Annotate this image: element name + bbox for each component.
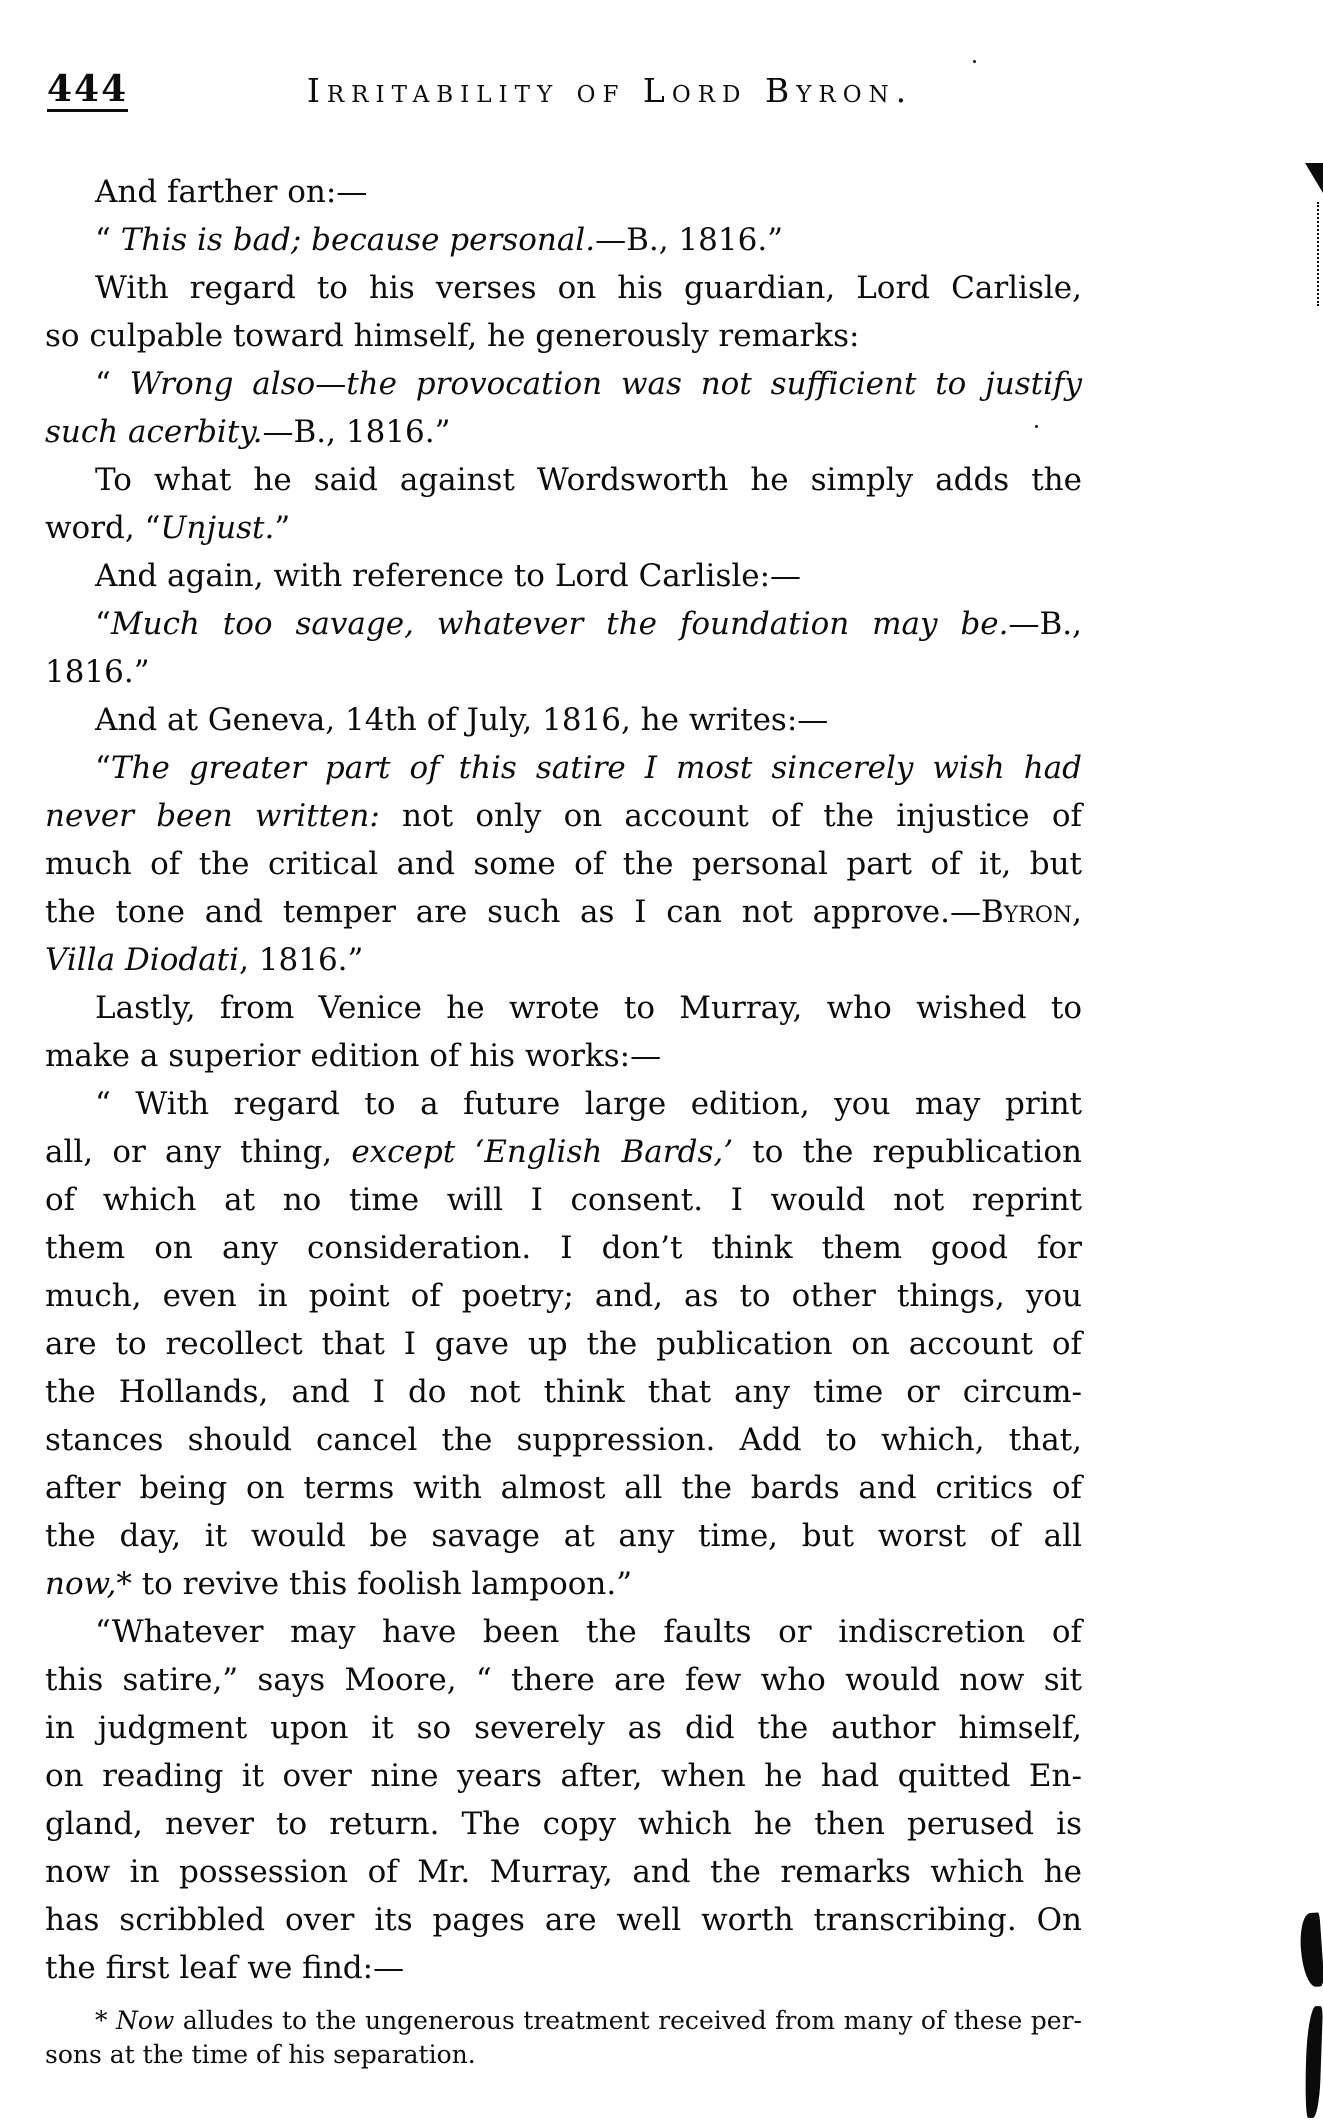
text-line <box>45 1368 1082 1416</box>
text-segment: in judgment upon it so severely as did the author himself, <box>45 1710 1082 1746</box>
text-segment: has scribbled over its pages are well worth transcribing. On <box>45 1902 1082 1938</box>
text-segment: And farther on:— <box>95 174 368 210</box>
text-segment: —B., 1816.” <box>595 222 784 258</box>
text-line <box>45 936 1082 984</box>
text-line <box>45 1896 1082 1944</box>
text-line <box>45 1704 1082 1752</box>
smallcaps-text: Byron <box>980 894 1073 930</box>
text-line <box>45 888 1082 936</box>
text-line <box>45 1416 1082 1464</box>
italic-text: Villa Diodati <box>45 942 240 978</box>
text-line <box>45 1272 1082 1320</box>
italic-text: except ‘English Bards,’ <box>351 1134 734 1170</box>
text-line <box>45 840 1082 888</box>
text-segment: this satire,” says Moore, “ there are few who would now sit <box>45 1662 1082 1698</box>
text-segment: make a superior edition of his works:— <box>45 1038 662 1074</box>
dust-speck <box>1035 425 1038 428</box>
body-text <box>45 168 1082 1992</box>
text-line <box>45 744 1082 792</box>
text-segment: now in possession of Mr. Murray, and the remarks which he <box>45 1854 1082 1890</box>
ink-triangle-mark <box>1305 163 1323 193</box>
text-line <box>45 1800 1082 1848</box>
text-line <box>45 552 1082 600</box>
text-segment: 1816.” <box>45 654 150 690</box>
text-segment: so culpable toward himself, he generously remarks: <box>45 318 860 354</box>
text-line <box>45 984 1082 1032</box>
text-segment: “ <box>95 750 111 786</box>
text-line <box>45 1080 1082 1128</box>
text-line <box>45 696 1082 744</box>
text-segment: word, “ <box>45 510 161 546</box>
text-segment: not only on account of the injustice of <box>379 798 1082 834</box>
text-line <box>45 1512 1082 1560</box>
text-segment: of which at no time will I consent. I would not reprint <box>45 1182 1082 1218</box>
text-segment: to the republication <box>733 1134 1082 1170</box>
text-segment: “ With regard to a future large edition, you may print <box>95 1086 1082 1122</box>
text-segment: are to recollect that I gave up the publication on account of <box>45 1326 1082 1362</box>
text-segment: “ <box>95 222 121 258</box>
text-segment: * <box>95 2006 116 2035</box>
text-segment: And at Geneva, 14th of July, 1816, he writes:— <box>95 702 829 738</box>
text-line <box>45 2004 1082 2038</box>
text-segment: alludes to the ungenerous treatment received from many of these per- <box>174 2006 1082 2035</box>
text-line <box>45 600 1082 648</box>
italic-text: Unjust. <box>160 510 275 546</box>
italic-text: This is bad; because personal. <box>120 222 596 258</box>
page-header <box>45 70 1082 116</box>
text-segment: —B., 1816.” <box>262 414 451 450</box>
italic-text: The greater part of this satire I most sincerely wish had <box>110 750 1082 786</box>
ink-smudge-upper-mark <box>1298 1912 1323 1987</box>
ink-smudge-lower-mark <box>1304 2006 1323 2118</box>
text-segment: sons at the time of his separation. <box>45 2040 476 2069</box>
text-line <box>45 1224 1082 1272</box>
text-line <box>45 1032 1082 1080</box>
text-line <box>45 1464 1082 1512</box>
text-segment: on reading it over nine years after, when he had quitted En- <box>45 1758 1082 1794</box>
text-line <box>45 1656 1082 1704</box>
text-segment: , <box>1072 894 1082 930</box>
italic-text: Now <box>116 2006 175 2035</box>
text-segment: To what he said against Wordsworth he simply adds the <box>95 462 1082 498</box>
italic-text: Much too savage, whatever the foundation may be. <box>110 606 1009 642</box>
text-segment: gland, never to return. The copy which he then perused is <box>45 1806 1082 1842</box>
text-segment: the first leaf we find:— <box>45 1950 405 1986</box>
text-line <box>45 168 1082 216</box>
page-number: 444 <box>47 68 129 110</box>
text-segment: all, or any thing, <box>45 1134 352 1170</box>
text-line <box>45 1752 1082 1800</box>
text-segment: “ <box>95 606 111 642</box>
text-segment: the tone and temper are such as I can not approve.— <box>45 894 981 930</box>
text-segment: , 1816.” <box>239 942 364 978</box>
text-line <box>45 456 1082 504</box>
text-line <box>45 1560 1082 1608</box>
italic-text: such acerbity. <box>45 414 263 450</box>
italic-text: never been written: <box>45 798 380 834</box>
text-line <box>45 648 1082 696</box>
text-line <box>45 216 1082 264</box>
text-line <box>45 1176 1082 1224</box>
text-line <box>45 792 1082 840</box>
footnote <box>45 2004 1082 2072</box>
dust-speck <box>973 60 976 63</box>
text-segment: —B., <box>1008 606 1082 642</box>
text-segment: them on any consideration. I don’t think them good for <box>45 1230 1082 1266</box>
text-segment: And again, with reference to Lord Carlisle:— <box>95 558 802 594</box>
text-line <box>45 504 1082 552</box>
text-segment: Lastly, from Venice he wrote to Murray, who wished to <box>95 990 1082 1026</box>
text-segment: after being on terms with almost all the bards and critics of <box>45 1470 1082 1506</box>
text-line <box>45 264 1082 312</box>
text-segment: stances should cancel the suppression. Add to which, that, <box>45 1422 1082 1458</box>
text-line <box>45 408 1082 456</box>
text-segment: much, even in point of poetry; and, as to other things, you <box>45 1278 1082 1314</box>
text-segment: With regard to his verses on his guardian, Lord Carlisle, <box>95 270 1082 306</box>
text-segment: ” <box>274 510 291 546</box>
text-line <box>45 1608 1082 1656</box>
running-title: Irritability of Lord Byron. <box>306 71 914 110</box>
text-line <box>45 312 1082 360</box>
text-line <box>45 1128 1082 1176</box>
text-line <box>45 1848 1082 1896</box>
text-line <box>45 2038 1082 2072</box>
italic-text: Wrong also—the provocation was not sufficient to justify <box>129 366 1082 402</box>
text-segment: “ <box>95 366 130 402</box>
text-line <box>45 360 1082 408</box>
text-segment: the day, it would be savage at any time, but worst of all <box>45 1518 1082 1554</box>
text-segment: the Hollands, and I do not think that any time or circum- <box>45 1374 1082 1410</box>
text-segment: * to revive this foolish lampoon.” <box>116 1566 633 1602</box>
italic-text: now, <box>45 1566 117 1602</box>
text-segment: much of the critical and some of the personal part of it, but <box>45 846 1082 882</box>
text-line <box>45 1944 1082 1992</box>
text-line <box>45 1320 1082 1368</box>
ink-dotted-line-mark <box>1317 202 1319 306</box>
text-segment: “Whatever may have been the faults or indiscretion of <box>95 1614 1082 1650</box>
